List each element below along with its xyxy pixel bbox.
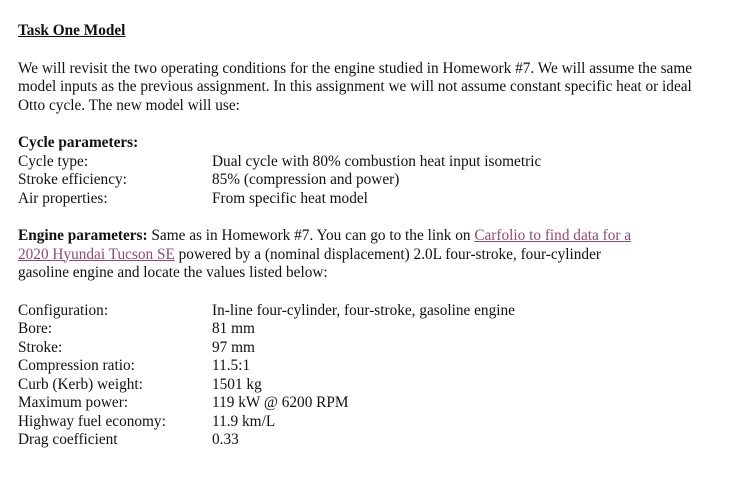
engine-row-label: Curb (Kerb) weight: (18, 375, 143, 393)
cycle-row (18, 190, 718, 209)
engine-row (18, 376, 718, 395)
cycle-row-label: Stroke efficiency: (18, 171, 127, 188)
intro-paragraph: We will revisit the two operating conditions for the engine studied in Homework #7. We will assume the same model inputs as the previous assignment. In this assignment we will not assume constant specific heat or ideal Otto cycle. The new model will use: (18, 59, 693, 114)
engine-row (18, 320, 718, 339)
cycle-parameters-heading: Cycle parameters: (18, 134, 139, 151)
engine-row-value: 11.5:1 (212, 357, 251, 374)
engine-row (18, 394, 718, 413)
cycle-row-label: Air properties: (18, 189, 108, 207)
cycle-row-value: From specific heat model (212, 189, 368, 207)
engine-text-after-link: powered by a (nominal displacement) 2.0L four-stroke, four-cylinder (174, 245, 601, 263)
spacer (18, 208, 718, 227)
document-page (18, 22, 718, 450)
engine-text-before-link: Same as in Homework #7. You can go to the link on (147, 227, 475, 244)
engine-row-value: 0.33 (212, 431, 239, 448)
cycle-row (18, 171, 718, 190)
cycle-row-value: Dual cycle with 80% combustion heat input isometric (212, 152, 542, 170)
engine-row (18, 339, 718, 358)
spacer (18, 115, 718, 134)
engine-parameters-paragraph (18, 227, 718, 283)
engine-parameters-table (18, 302, 718, 450)
engine-row-label: Highway fuel economy: (18, 412, 166, 430)
engine-row-value: 97 mm (212, 338, 255, 356)
cycle-row-value: 85% (compression and power) (212, 171, 400, 188)
engine-row-label: Bore: (18, 320, 52, 337)
cycle-row-label: Cycle type: (18, 152, 89, 170)
task-title: Task One Model (18, 22, 126, 39)
engine-row-label: Compression ratio: (18, 357, 135, 374)
cycle-row (18, 153, 718, 172)
engine-row (18, 431, 718, 450)
cycle-parameters-table (18, 153, 718, 209)
spacer (18, 41, 718, 60)
engine-row (18, 302, 718, 321)
engine-row-label: Configuration: (18, 301, 109, 319)
engine-row-label: Drag coefficient (18, 431, 118, 448)
engine-row-label: Maximum power: (18, 394, 129, 411)
engine-row-label: Stroke: (18, 338, 63, 356)
engine-row (18, 357, 718, 376)
engine-parameters-heading: Engine parameters: (18, 227, 148, 244)
engine-row-value: 1501 kg (212, 375, 262, 393)
engine-row-value: 119 kW @ 6200 RPM (212, 394, 349, 411)
carfolio-link[interactable]: Carfolio to find data for a (474, 227, 632, 244)
carfolio-link-continued[interactable]: 2020 Hyundai Tucson SE (18, 245, 175, 263)
engine-text-line3: gasoline engine and locate the values listed below: (18, 264, 328, 281)
engine-row (18, 413, 718, 432)
engine-row-value: 81 mm (212, 320, 255, 337)
engine-row-value: In-line four-cylinder, four-stroke, gasoline engine (212, 301, 515, 319)
engine-row-value: 11.9 km/L (212, 412, 276, 430)
spacer (18, 283, 718, 302)
